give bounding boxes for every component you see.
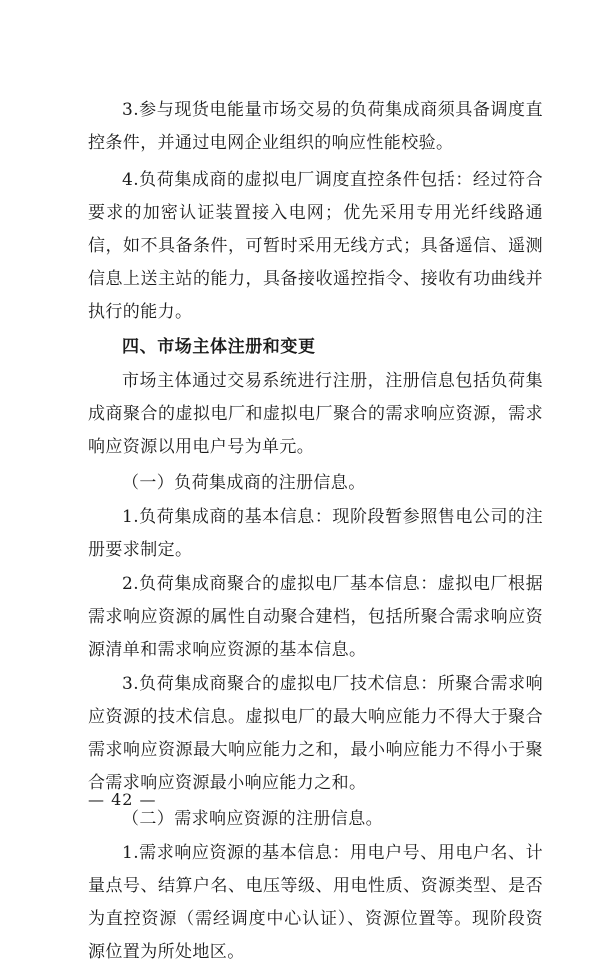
demand-response-basic-info: 1.需求响应资源的基本信息：用电户号、用电户名、计量点号、结算户名、电压等级、用电性质、资源类型、是否为直控资源（需经调度中心认证）、资源位置等。现阶段资源位置为所处地区。 <box>88 843 543 962</box>
virtual-plant-technical-info: 3.负荷集成商聚合的虚拟电厂技术信息：所聚合需求响应资源的技术信息。虚拟电厂的最大响应能力不得大于聚合需求响应资源最大响应能力之和，最小响应能力不得小于聚合需求响应资源最小响应能力之和。 <box>88 674 543 793</box>
virtual-plant-basic-info: 2.负荷集成商聚合的虚拟电厂基本信息：虚拟电厂根据需求响应资源的属性自动聚合建档，包括所聚合需求响应资源清单和需求响应资源的基本信息。 <box>88 574 543 660</box>
document-body <box>88 94 543 969</box>
aggregator-basic-info: 1.负荷集成商的基本信息：现阶段暂参照售电公司的注册要求制定。 <box>88 507 543 560</box>
subsection-heading-demand-response: （二）需求响应资源的注册信息。 <box>122 809 383 829</box>
subsection-heading-aggregator: （一）负荷集成商的注册信息。 <box>122 473 366 493</box>
section-intro-paragraph: 市场主体通过交易系统进行注册，注册信息包括负荷集成商聚合的虚拟电厂和虚拟电厂聚合的需求响应资源，需求响应资源以用电户号为单元。 <box>88 371 543 457</box>
page-number: — 42 — <box>88 790 157 809</box>
section-heading-registration: 四、市场主体注册和变更 <box>122 337 316 357</box>
paragraph-item-4: 4.负荷集成商的虚拟电厂调度直控条件包括：经过符合要求的加密认证装置接入电网；优先采用专用光纤线路通信，如不具备条件，可暂时采用无线方式；具备遥信、遥测信息上送主站的能力，具备接收遥控指令、接收有功曲线并执行的能力。 <box>88 170 543 322</box>
paragraph-item-3: 3.参与现货电能量市场交易的负荷集成商须具备调度直控条件，并通过电网企业组织的响应性能校验。 <box>88 100 543 153</box>
